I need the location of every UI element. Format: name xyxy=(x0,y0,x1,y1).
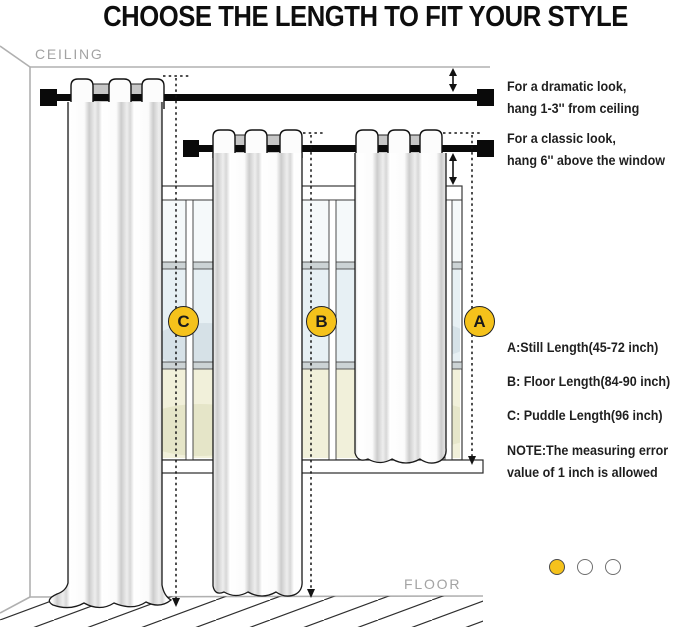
note-line2: value of 1 inch is allowed xyxy=(507,465,658,480)
marker-a-badge: A xyxy=(464,306,495,337)
rod-finial-right xyxy=(477,89,494,106)
curtain-c-puddle xyxy=(49,79,171,608)
tip-classic-line1: For a classic look, xyxy=(507,131,616,146)
pagination-dot[interactable] xyxy=(605,559,621,575)
wall-corner-top xyxy=(0,46,30,67)
measuring-note xyxy=(507,440,668,484)
curtain-body xyxy=(213,153,302,596)
marker-b-badge: B xyxy=(306,306,337,337)
marker-c-badge: C xyxy=(168,306,199,337)
pagination-dot[interactable] xyxy=(577,559,593,575)
note-line1: NOTE:The measuring error xyxy=(507,443,669,458)
tip-dramatic xyxy=(507,76,639,120)
tip-classic-line2: hang 6'' above the window xyxy=(507,153,666,168)
tip-dramatic-line1: For a dramatic look, xyxy=(507,79,627,94)
tip-classic xyxy=(507,128,665,172)
rod-finial-right xyxy=(477,140,494,157)
curtain-a-still xyxy=(355,130,446,463)
curtain-body xyxy=(355,153,446,463)
pagination-dot-active[interactable] xyxy=(549,559,565,575)
rod-finial-left xyxy=(183,140,199,157)
page-title: CHOOSE THE LENGTH TO FIT YOUR STYLE xyxy=(103,1,628,33)
ceiling-label: CEILING xyxy=(35,46,104,62)
hang-height-arrows xyxy=(449,68,457,185)
tip-dramatic-line2: hang 1-3'' from ceiling xyxy=(507,101,640,116)
floor-label: FLOOR xyxy=(404,576,462,592)
length-b-label: B: Floor Length(84-90 inch) xyxy=(507,374,671,389)
length-c-label: C: Puddle Length(96 inch) xyxy=(507,408,663,423)
length-a-label: A:Still Length(45-72 inch) xyxy=(507,340,659,355)
curtain-b-floor xyxy=(213,130,302,596)
